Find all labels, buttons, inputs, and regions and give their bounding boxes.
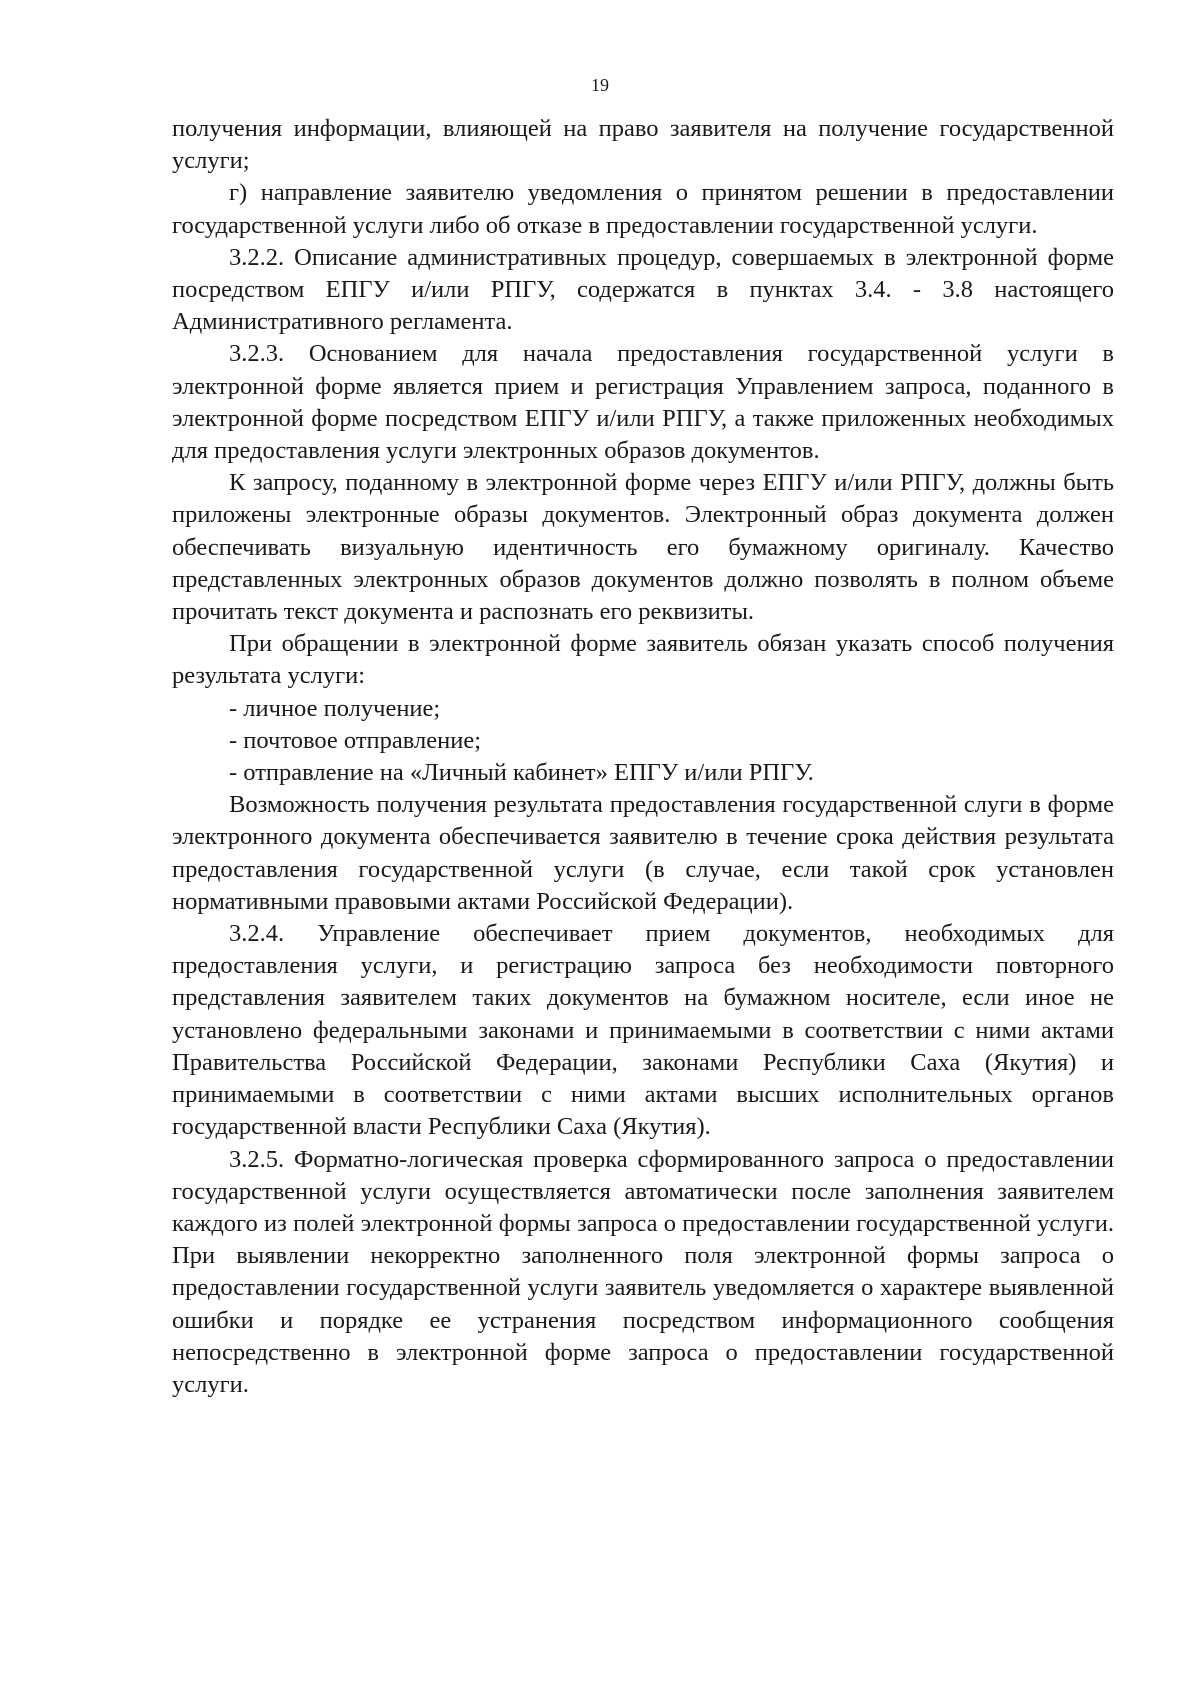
page-number: 19 (591, 75, 609, 95)
list-item-personal-account: - отправление на «Личный кабинет» ЕПГУ и/или РПГУ. (229, 759, 814, 787)
list-item-personal-receipt: - личное получение; (229, 694, 441, 722)
paragraph-request-attachments: К запросу, поданному в электронной форме через ЕПГУ и/или РПГУ, должны быть приложены электронные образы документов. Электронный образ документа должен обеспечивать визуальную идентичность его бумажному оригиналу. Качество представленных электронных образов документов должно позволять в полном объеме прочитать текст документа и распознать его реквизиты. (172, 469, 1114, 626)
paragraph-electronic-result: Возможность получения результата предоставления государственной слуги в форме электронного документа обеспечивается заявителю в течение срока действия результата предоставления государственной услуги (в случае, если такой срок установлен нормативными правовыми актами Российской Федерации). (172, 791, 1114, 915)
list-item-postal-mailing: - почтовое отправление; (229, 726, 482, 754)
paragraph-result-method: При обращении в электронной форме заявитель обязан указать способ получения результата услуги: (172, 630, 1114, 690)
paragraph-3-2-2: 3.2.2. Описание административных процедур, совершаемых в электронной форме посредством ЕПГУ и/или РПГУ, содержатся в пунктах 3.4. - 3.8 настоящего Административного регламента. (172, 243, 1114, 336)
paragraph-3-2-5: 3.2.5. Форматно-логическая проверка сформированного запроса о предоставлении государственной услуги осуществляется автоматически после заполнения заявителем каждого из полей электронной формы запроса о предоставлении государственной услуги. При выявлении некорректно заполненного поля электронной формы запроса о предоставлении государственной услуги заявитель уведомляется о характере выявленной ошибки и порядке ее устранения посредством информационного сообщения непосредственно в электронной форме запроса о предоставлении государственной услуги. (172, 1145, 1114, 1398)
paragraph-3-2-4: 3.2.4. Управление обеспечивает прием документов, необходимых для предоставления услуги, и регистрацию запроса без необходимости повторного представления заявителем таких документов на бумажном носителе, если иное не установлено федеральными законами и принимаемыми в соответствии с ними актами Правительства Российской Федерации, законами Республики Саха (Якутия) и принимаемыми в соответствии с ними актами высших исполнительных органов государственной власти Республики Саха (Якутия). (172, 920, 1114, 1141)
document-body (172, 113, 1114, 1401)
paragraph-continuation: получения информации, влияющей на право заявителя на получение государственной услуги; (172, 115, 1114, 175)
paragraph-item-g: г) направление заявителю уведомления о принятом решении в предоставлении государственной услуги либо об отказе в предоставлении государственной услуги. (172, 179, 1114, 239)
paragraph-3-2-3: 3.2.3. Основанием для начала предоставления государственной услуги в электронной форме является прием и регистрация Управлением запроса, поданного в электронной форме посредством ЕПГУ и/или РПГУ, а также приложенных необходимых для предоставления услуги электронных образов документов. (172, 340, 1114, 465)
